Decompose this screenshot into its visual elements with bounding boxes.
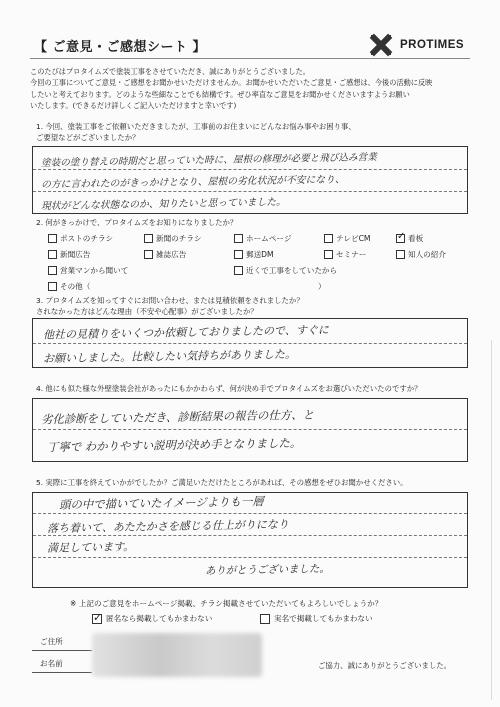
answer-box-5[interactable] xyxy=(32,492,468,588)
answer-box-1[interactable] xyxy=(32,146,468,214)
question-4: 4. 他にも似た様な外壁塗装会社があったにもかかわらず、何が決め手でプロタイムズをお選びいただいたのですか？ xyxy=(36,384,422,393)
question-5: 5. 実際に工事を終えていかがでしたか？ご満足いただけたところがあれば、その感想をぜひお聞かせください。 xyxy=(36,478,408,487)
option-label: 雑誌広告 xyxy=(156,250,187,259)
title-divider xyxy=(30,58,470,59)
checkbox[interactable] xyxy=(234,250,243,259)
option-label: 看板 xyxy=(408,234,424,243)
option-label: 知人の紹介 xyxy=(408,250,446,259)
protimes-logo xyxy=(366,30,464,60)
handwritten-answer: お願いしました。比較したい気持ちがありました。 xyxy=(42,347,297,366)
consent-realname[interactable] xyxy=(260,613,373,624)
consent-question: ※ 上記のご意見をホームページ掲載、チラシ掲載させていただいてもよろしいでしょうか？ xyxy=(70,599,383,608)
option-other[interactable] xyxy=(48,281,90,292)
option-tv-cm[interactable] xyxy=(324,233,370,244)
checkbox[interactable] xyxy=(48,266,57,275)
intro-line: 今回の工事についてご意見・ご感想をお聞かせいただけませんか。お聞かせいただいたご意見・ご感想は、今後の活動に反映 xyxy=(30,78,433,88)
option-seminar[interactable] xyxy=(324,249,366,260)
handwritten-answer: の方に言われたのがきっかけとなり、屋根の劣化状況が不安になり、 xyxy=(40,174,345,191)
checkbox[interactable] xyxy=(396,250,405,259)
option-label: ポストのチラシ xyxy=(60,234,114,243)
question-1-line: 1. 今回、塗装工事をご依頼いただきましたが、工事前のお住まいにどんなお悩み事やお困り事、 xyxy=(36,122,356,131)
intro-line: したいと考えております。どのような些細なことでも結構です。ぜひ率直なご意見をお聞かせくださいますようお願い xyxy=(30,89,410,99)
consent-option-label: 匿名なら掲載してもかまわない xyxy=(106,614,213,623)
intro-line: このたびはプロタイムズで塗装工事をさせていただき、誠にありがとうございました。 xyxy=(30,67,310,76)
option-label: 郵送DM xyxy=(246,250,274,259)
option-nearby-work[interactable] xyxy=(234,265,337,276)
consent-option-label: 実名で掲載してもかまわない xyxy=(274,614,373,623)
question-2: 2. 何がきっかけで、プロタイムズをお知りになりましたか？ xyxy=(36,218,238,227)
other-close-paren: ） xyxy=(318,282,326,291)
checkbox[interactable] xyxy=(48,234,57,243)
checkbox-checked[interactable] xyxy=(92,614,102,624)
question-1 xyxy=(36,122,356,143)
intro-text xyxy=(30,66,476,112)
handwritten-answer: 落ち着いて、あたたかさを感じる仕上がりになり xyxy=(46,517,289,536)
handwritten-answer: 頭の中で描いていたイメージよりも一層 xyxy=(58,494,264,512)
option-label: ホームページ xyxy=(246,234,292,243)
ruled-line xyxy=(33,429,467,430)
handwritten-answer: 現状がどんな状態なのか、知りたいと思っていました。 xyxy=(40,196,287,213)
option-referral[interactable] xyxy=(396,249,446,260)
question-3 xyxy=(36,296,304,317)
handwritten-answer: 丁寧で わかりやすい説明が決め手となりました。 xyxy=(46,435,302,455)
option-label: 新聞広告 xyxy=(60,250,91,259)
logo-text: PROTIMES xyxy=(400,39,465,51)
option-salesperson[interactable] xyxy=(48,265,128,276)
intro-line: いたします。(できるだけ詳しくご記入いただけますと幸いです) xyxy=(30,101,237,111)
checkbox[interactable] xyxy=(324,234,333,243)
option-label: テレビCM xyxy=(336,234,371,243)
checkbox[interactable] xyxy=(144,250,153,259)
checkbox[interactable] xyxy=(144,234,153,243)
option-newspaper-ad[interactable] xyxy=(48,249,90,260)
scan-edge xyxy=(491,340,492,700)
option-postal-dm[interactable] xyxy=(234,249,274,260)
option-label: その他（ xyxy=(60,282,91,291)
question-3-line: 3. プロタイムズを知ってすぐにお問い合わせ、または見積依頼をされましたか？ xyxy=(36,296,304,305)
ruled-line xyxy=(33,191,467,192)
redacted-personal-info xyxy=(92,633,262,677)
checkbox[interactable] xyxy=(48,282,57,291)
answer-box-3[interactable] xyxy=(32,318,468,368)
address-label: ご住所 xyxy=(32,633,92,651)
option-label: セミナー xyxy=(336,250,367,259)
option-homepage[interactable] xyxy=(234,233,291,244)
handwritten-answer: 他社の見積りをいくつか依頼しておりましたので、すぐに xyxy=(42,323,329,342)
handwritten-answer: 劣化診断をしていただき、診断結果の報告の仕方、と xyxy=(40,407,315,427)
option-label: 新聞のチラシ xyxy=(156,234,202,243)
consent-anonymous[interactable] xyxy=(92,613,212,624)
protimes-logo-icon xyxy=(366,30,396,60)
handwritten-answer: 塗装の塗り替えの時期だと思っていた時に、屋根の修理が必要と飛び込み営業 xyxy=(40,152,377,169)
ruled-line xyxy=(33,343,467,344)
checkbox-checked[interactable] xyxy=(396,234,405,243)
question-1-line: ご要望などがございましたか？ xyxy=(36,132,140,142)
option-signboard[interactable] xyxy=(396,233,423,244)
checkbox[interactable] xyxy=(324,250,333,259)
option-label: 営業マンから聞いて xyxy=(60,266,129,275)
checkbox[interactable] xyxy=(260,614,270,624)
ruled-line xyxy=(33,169,467,170)
checkbox[interactable] xyxy=(234,266,243,275)
ruled-line xyxy=(33,557,467,558)
option-post-flyer[interactable] xyxy=(48,233,113,244)
thanks-text: ご協力、誠にありがとうございました。 xyxy=(318,661,452,670)
question-3-line: されなかった方はどんな理由（不安や心配事）がございましたか？ xyxy=(36,306,258,316)
name-label: お名前 xyxy=(32,655,92,673)
handwritten-answer: 満足しています。 xyxy=(46,540,135,555)
option-magazine-ad[interactable] xyxy=(144,249,186,260)
ruled-line xyxy=(33,513,467,514)
answer-box-4[interactable] xyxy=(32,398,468,462)
page-title: 【 ご意見・ご感想シート 】 xyxy=(34,40,207,55)
checkbox[interactable] xyxy=(48,250,57,259)
handwritten-answer: ありがとうございました。 xyxy=(204,562,330,578)
checkbox[interactable] xyxy=(234,234,243,243)
option-label: 近くで工事をしていたから xyxy=(246,266,338,275)
option-newspaper-flyer[interactable] xyxy=(144,233,202,244)
